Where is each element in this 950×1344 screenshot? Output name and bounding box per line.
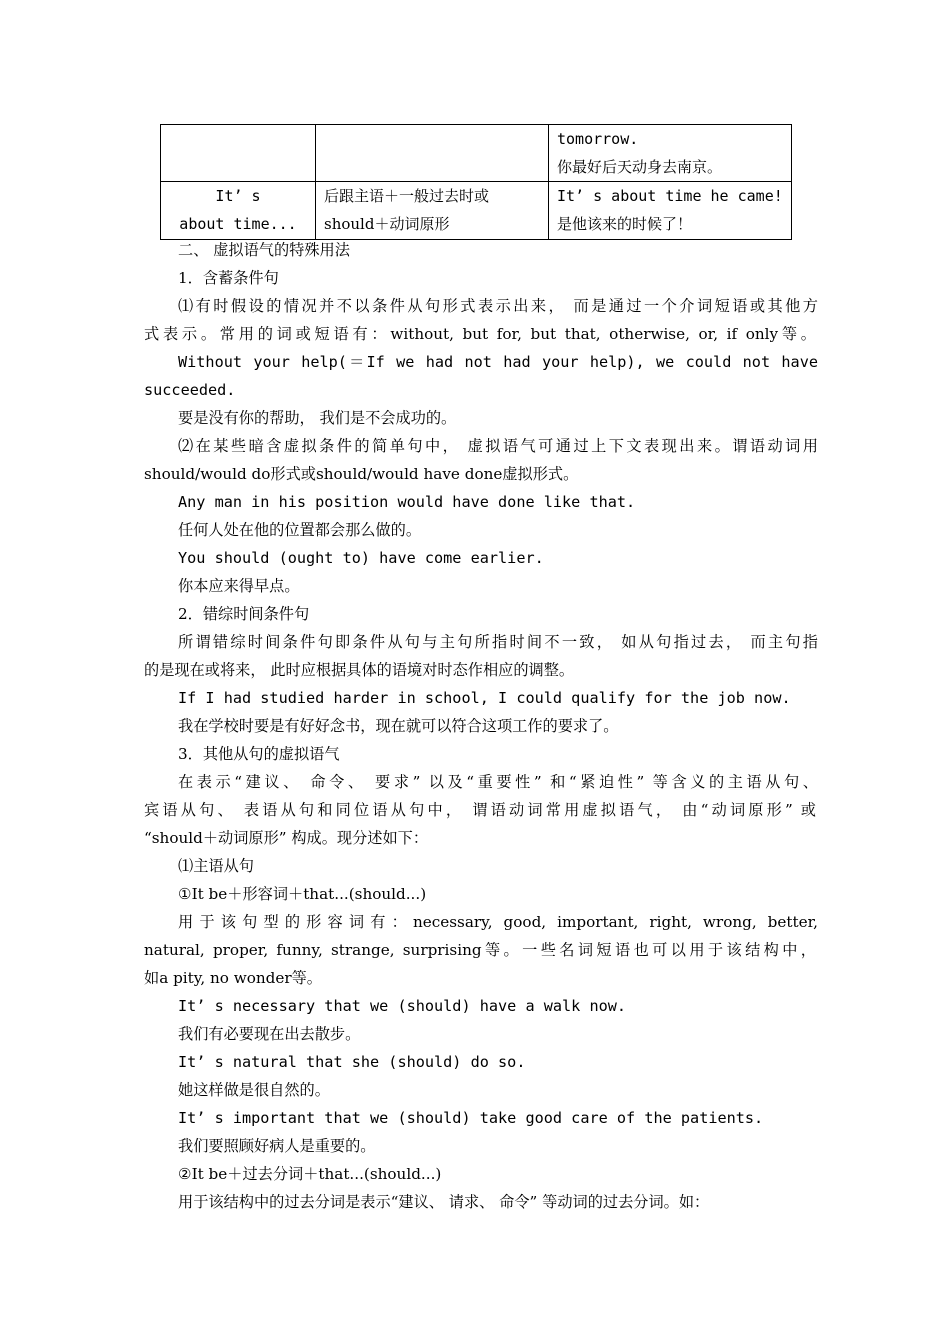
translation: 要是没有你的帮助， 我们是不会成功的。 — [178, 409, 457, 427]
cell-text: 后跟主语＋一般过去时或 — [324, 187, 490, 205]
section-heading: 二、 虚拟语气的特殊用法 — [178, 241, 350, 259]
example-sentence: Any man in his position would have done like that. — [178, 493, 636, 511]
table-row — [161, 125, 792, 182]
body-text: should/would do形式或should/would have done虚拟形式。 — [144, 465, 579, 483]
translation: 任何人处在他的位置都会那么做的。 — [178, 521, 421, 539]
example-sentence: Without your help(＝If we had not had your help), we could not have — [178, 353, 818, 371]
table-cell — [316, 182, 549, 240]
body-text: 所谓错综时间条件句即条件从句与主句所指时间不一致， 如从句指过去， 而主句指 — [178, 633, 818, 651]
cell-text: should＋动词原形 — [324, 215, 450, 233]
cell-text: It’ s about time he came! — [557, 187, 783, 205]
translation: 我们要照顾好病人是重要的。 — [178, 1137, 376, 1155]
table-cell — [316, 125, 549, 182]
body-text: natural, proper, funny, strange, surprising等。一些名词短语也可以用于该结构中， — [144, 941, 816, 959]
subsection-heading: ⑴主语从句 — [178, 857, 254, 875]
pattern-line: ②It be＋过去分词＋that...(should...) — [178, 1165, 442, 1183]
body-text: 的是现在或将来， 此时应根据具体的语境对时态作相应的调整。 — [144, 661, 575, 679]
table-cell — [549, 125, 792, 182]
table-cell — [161, 182, 316, 240]
translation: 我在学校时要是有好好念书，现在就可以符合这项工作的要求了。 — [178, 717, 619, 735]
example-sentence: You should (ought to) have come earlier. — [178, 549, 544, 567]
subsection-heading: 3．其他从句的虚拟语气 — [178, 745, 340, 763]
cell-text: 你最好后天动身去南京。 — [557, 158, 723, 176]
body-text: 用于该句型的形容词有：necessary, good, important, right, wrong, better, — [178, 913, 818, 931]
pattern-line: ①It be＋形容词＋that...(should...) — [178, 885, 427, 903]
table-cell — [549, 182, 792, 240]
example-sentence: It’ s necessary that we (should) have a walk now. — [178, 997, 627, 1015]
example-sentence: It’ s natural that she (should) do so. — [178, 1053, 526, 1071]
grammar-table — [160, 124, 792, 240]
body-text: 如a pity, no wonder等。 — [144, 969, 322, 987]
translation: 我们有必要现在出去散步。 — [178, 1025, 361, 1043]
body-text: 在表示“建议、 命令、 要求” 以及“重要性” 和“紧迫性” 等含义的主语从句、 — [178, 773, 818, 791]
body-text: ⑴有时假设的情况并不以条件从句形式表示出来， 而是通过一个介词短语或其他方 — [178, 297, 818, 315]
subsection-heading: 1．含蓄条件句 — [178, 269, 279, 287]
translation: 她这样做是很自然的。 — [178, 1081, 330, 1099]
body-text: “should＋动词原形” 构成。现分述如下： — [144, 829, 429, 847]
cell-text: It’ s — [215, 187, 261, 205]
subsection-heading: 2．错综时间条件句 — [178, 605, 310, 623]
translation: 你本应来得早点。 — [178, 577, 300, 595]
example-sentence: If I had studied harder in school, I could qualify for the job now. — [178, 689, 791, 707]
body-text: 用于该结构中的过去分词是表示“建议、 请求、 命令” 等动词的过去分词。如： — [178, 1193, 710, 1211]
table-cell — [161, 125, 316, 182]
cell-text: about time... — [179, 215, 297, 233]
cell-text: 是他该来的时候了！ — [557, 215, 693, 233]
cell-text: tomorrow. — [557, 130, 639, 148]
table-row — [161, 182, 792, 240]
example-sentence: succeeded. — [144, 381, 236, 399]
body-text: 宾语从句、 表语从句和同位语从句中， 谓语动词常用虚拟语气， 由“动词原形” 或 — [144, 801, 816, 819]
body-text: 式表示。常用的词或短语有：without, but for, but that, otherwise, or, if only等。 — [144, 325, 816, 343]
example-sentence: It’ s important that we (should) take good care of the patients. — [178, 1109, 764, 1127]
body-text: ⑵在某些暗含虚拟条件的简单句中， 虚拟语气可通过上下文表现出来。谓语动词用 — [178, 437, 818, 455]
